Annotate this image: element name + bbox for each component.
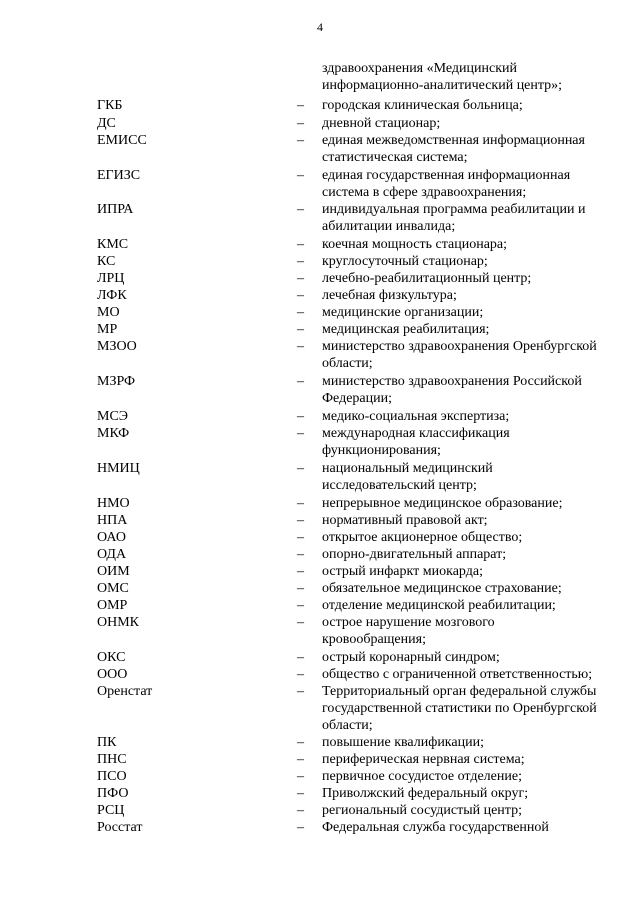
abbreviation-term: МЗРФ: [97, 374, 136, 389]
page-number: 4: [317, 20, 323, 34]
abbreviation-term: ЕМИСС: [97, 133, 147, 148]
abbreviation-term: ОАО: [97, 530, 126, 545]
abbreviation-definition: [322, 201, 634, 235]
definition-line: коечная мощность стационара;: [322, 237, 508, 252]
abbreviation-term: РСЦ: [97, 803, 125, 818]
definition-line: абилитации инвалида;: [322, 219, 456, 234]
abbreviation-term: МР: [97, 322, 118, 337]
abbreviation-dash: –: [297, 581, 304, 596]
abbreviation-definition: [322, 512, 634, 529]
definition-line: статистическая система;: [322, 150, 468, 165]
abbreviation-dash: –: [297, 409, 304, 424]
abbreviation-definition: [322, 751, 634, 768]
definition-line: лечебная физкультура;: [322, 288, 457, 303]
abbreviation-dash: –: [297, 133, 304, 148]
definition-line: области;: [322, 356, 373, 371]
abbreviation-entry: [0, 321, 640, 338]
abbreviation-entry: [0, 546, 640, 563]
definition-line: непрерывное медицинское образование;: [322, 496, 563, 511]
definition-line: первичное сосудистое отделение;: [322, 769, 522, 784]
abbreviation-definition: [322, 408, 634, 425]
definition-line: лечебно-реабилитационный центр;: [322, 271, 532, 286]
definition-line: индивидуальная программа реабилитации и: [322, 202, 586, 217]
abbreviation-dash: –: [297, 322, 304, 337]
abbreviation-entry: [0, 97, 640, 114]
abbreviation-term: НПА: [97, 513, 128, 528]
definition-line: Федеральная служба государственной: [322, 820, 549, 835]
definition-line: нормативный правовой акт;: [322, 513, 488, 528]
abbreviation-dash: –: [297, 530, 304, 545]
abbreviation-definition: [322, 580, 634, 597]
abbreviation-entry: [0, 734, 640, 751]
abbreviation-definition: [322, 253, 634, 270]
abbreviation-term: ПСО: [97, 769, 127, 784]
abbreviation-term: ОМР: [97, 598, 128, 613]
abbreviation-dash: –: [297, 461, 304, 476]
definition-line: национальный медицинский: [322, 461, 493, 476]
abbreviation-definition: [322, 819, 634, 836]
abbreviation-definition: [322, 649, 634, 666]
abbreviation-definition: [322, 734, 634, 751]
abbreviation-entry: [0, 495, 640, 512]
abbreviation-dash: –: [297, 547, 304, 562]
abbreviation-dash: –: [297, 820, 304, 835]
abbreviation-definition: [322, 304, 634, 321]
definition-line: Приволжский федеральный округ;: [322, 786, 529, 801]
abbreviation-entry: [0, 425, 640, 459]
definition-line: обязательное медицинское страхование;: [322, 581, 562, 596]
abbreviation-dash: –: [297, 786, 304, 801]
definition-line: медико-социальная экспертиза;: [322, 409, 510, 424]
abbreviation-term: ПК: [97, 735, 117, 750]
definition-line: городская клиническая больница;: [322, 98, 523, 113]
abbreviation-term: ЕГИЗС: [97, 168, 141, 183]
abbreviation-term: ПНС: [97, 752, 127, 767]
abbreviation-entry: [0, 201, 640, 235]
abbreviation-entry: [0, 683, 640, 734]
abbreviation-definition: [322, 425, 634, 459]
abbreviation-term: ЛРЦ: [97, 271, 125, 286]
definition-line: общество с ограниченной ответственностью;: [322, 667, 593, 682]
definition-line: области;: [322, 718, 373, 733]
definition-line: острый коронарный синдром;: [322, 650, 500, 665]
abbreviation-term: НМИЦ: [97, 461, 140, 476]
abbreviation-entry: [0, 649, 640, 666]
abbreviation-term: ПФО: [97, 786, 129, 801]
definition-line: опорно-двигательный аппарат;: [322, 547, 507, 562]
abbreviation-entry: [0, 563, 640, 580]
abbreviation-entry: [0, 751, 640, 768]
abbreviation-dash: –: [297, 202, 304, 217]
definition-line: Территориальный орган федеральной службы: [322, 684, 597, 699]
definition-line: отделение медицинской реабилитации;: [322, 598, 556, 613]
abbreviation-entry: [0, 236, 640, 253]
abbreviation-term: ООО: [97, 667, 128, 682]
abbreviation-dash: –: [297, 684, 304, 699]
abbreviation-term: КС: [97, 254, 116, 269]
abbreviation-dash: –: [297, 598, 304, 613]
abbreviation-dash: –: [297, 305, 304, 320]
definition-line: медицинские организации;: [322, 305, 484, 320]
abbreviation-dash: –: [297, 667, 304, 682]
abbreviation-definition: [322, 802, 634, 819]
abbreviation-dash: –: [297, 735, 304, 750]
abbreviation-dash: –: [297, 513, 304, 528]
abbreviation-dash: –: [297, 769, 304, 784]
abbreviation-definition: [322, 60, 634, 94]
definition-line: международная классификация: [322, 426, 510, 441]
abbreviation-entry: [0, 529, 640, 546]
abbreviation-term: КМС: [97, 237, 129, 252]
abbreviation-entry: [0, 819, 640, 836]
abbreviation-dash: –: [297, 803, 304, 818]
definition-line: острое нарушение мозгового: [322, 615, 495, 630]
abbreviation-dash: –: [297, 271, 304, 286]
abbreviation-term: Росстат: [97, 820, 143, 835]
abbreviation-dash: –: [297, 168, 304, 183]
abbreviation-entry: [0, 132, 640, 166]
abbreviation-definition: [322, 287, 634, 304]
abbreviation-term: ГКБ: [97, 98, 123, 113]
abbreviation-dash: –: [297, 615, 304, 630]
abbreviation-term: Оренстат: [97, 684, 153, 699]
abbreviation-dash: –: [297, 374, 304, 389]
abbreviation-entry: [0, 460, 640, 494]
abbreviation-entry: [0, 512, 640, 529]
abbreviation-entry: [0, 253, 640, 270]
abbreviation-term: ИПРА: [97, 202, 134, 217]
abbreviation-definition: [322, 338, 634, 372]
definition-line: открытое акционерное общество;: [322, 530, 523, 545]
definition-line: исследовательский центр;: [322, 478, 477, 493]
abbreviation-definition: [322, 270, 634, 287]
definition-line: медицинская реабилитация;: [322, 322, 490, 337]
abbreviation-dash: –: [297, 254, 304, 269]
abbreviation-term: МЗОО: [97, 339, 137, 354]
abbreviation-entry: [0, 270, 640, 287]
definition-line: кровообращения;: [322, 632, 426, 647]
abbreviation-definition: [322, 115, 634, 132]
abbreviation-definition: [322, 460, 634, 494]
definition-line: повышение квалификации;: [322, 735, 484, 750]
abbreviation-entry: [0, 408, 640, 425]
abbreviation-term: МО: [97, 305, 120, 320]
abbreviation-dash: –: [297, 496, 304, 511]
abbreviation-term: МКФ: [97, 426, 130, 441]
abbreviation-definition: [322, 236, 634, 253]
abbreviation-term: ОКС: [97, 650, 126, 665]
abbreviation-dash: –: [297, 426, 304, 441]
abbreviation-entry: [0, 785, 640, 802]
abbreviation-entry: [0, 802, 640, 819]
definition-line: острый инфаркт миокарда;: [322, 564, 483, 579]
abbreviation-definition: [322, 167, 634, 201]
abbreviation-definition: [322, 597, 634, 614]
abbreviation-entry: [0, 115, 640, 132]
abbreviation-term: ОМС: [97, 581, 129, 596]
abbreviation-entry: [0, 614, 640, 648]
definition-line: министерство здравоохранения Российской: [322, 374, 582, 389]
abbreviation-entry: [0, 768, 640, 785]
abbreviation-definition: [322, 97, 634, 114]
abbreviation-definition: [322, 614, 634, 648]
definition-line: круглосуточный стационар;: [322, 254, 488, 269]
definition-line: министерство здравоохранения Оренбургской: [322, 339, 597, 354]
abbreviation-entry: [0, 304, 640, 321]
abbreviation-entry: [0, 60, 640, 94]
definition-line: единая государственная информационная: [322, 168, 571, 183]
abbreviation-definition: [322, 768, 634, 785]
abbreviation-definition: [322, 546, 634, 563]
definition-line: Федерации;: [322, 391, 393, 406]
abbreviation-entry: [0, 167, 640, 201]
abbreviation-definition: [322, 373, 634, 407]
abbreviation-term: ОДА: [97, 547, 127, 562]
definition-line: здравоохранения «Медицинский: [322, 61, 518, 76]
definition-line: информационно-аналитический центр»;: [322, 78, 563, 93]
abbreviation-entry: [0, 338, 640, 372]
abbreviation-definition: [322, 563, 634, 580]
abbreviation-entry: [0, 287, 640, 304]
abbreviation-term: ОИМ: [97, 564, 130, 579]
abbreviation-definition: [322, 683, 634, 734]
abbreviation-dash: –: [297, 650, 304, 665]
abbreviation-entry: [0, 597, 640, 614]
definition-line: государственной статистики по Оренбургской: [322, 701, 597, 716]
abbreviation-dash: –: [297, 288, 304, 303]
abbreviation-entry: [0, 666, 640, 683]
abbreviation-definition: [322, 321, 634, 338]
abbreviation-term: НМО: [97, 496, 130, 511]
abbreviation-entry: [0, 373, 640, 407]
definition-line: периферическая нервная система;: [322, 752, 525, 767]
definition-line: функционирования;: [322, 443, 441, 458]
abbreviation-dash: –: [297, 116, 304, 131]
abbreviation-definition: [322, 132, 634, 166]
definition-line: единая межведомственная информационная: [322, 133, 585, 148]
definition-line: дневной стационар;: [322, 116, 441, 131]
abbreviation-dash: –: [297, 339, 304, 354]
abbreviation-term: ЛФК: [97, 288, 127, 303]
abbreviation-dash: –: [297, 237, 304, 252]
abbreviation-dash: –: [297, 98, 304, 113]
abbreviation-term: ДС: [97, 116, 116, 131]
abbreviation-term: МСЭ: [97, 409, 129, 424]
abbreviation-definition: [322, 529, 634, 546]
definition-line: система в сфере здравоохранения;: [322, 185, 527, 200]
abbreviation-entry: [0, 580, 640, 597]
abbreviation-term: ОНМК: [97, 615, 140, 630]
abbreviation-dash: –: [297, 564, 304, 579]
abbreviation-definition: [322, 495, 634, 512]
abbreviation-definition: [322, 785, 634, 802]
definition-line: региональный сосудистый центр;: [322, 803, 522, 818]
abbreviation-definition: [322, 666, 634, 683]
abbreviation-dash: –: [297, 752, 304, 767]
